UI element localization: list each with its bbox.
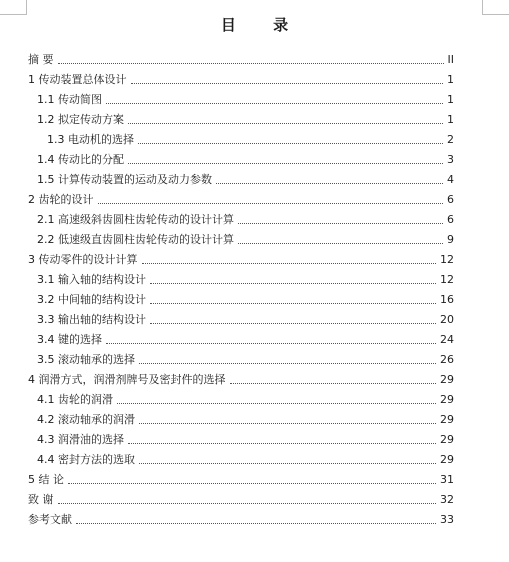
dot-leader xyxy=(150,302,436,304)
toc-entry-page-number: 6 xyxy=(447,213,454,226)
toc-entry-page-number: 9 xyxy=(447,233,454,246)
dot-leader xyxy=(128,162,443,164)
toc-entry[interactable] xyxy=(28,50,454,70)
dot-leader xyxy=(58,62,444,64)
toc-entry-label: 1.2 拟定传动方案 xyxy=(37,113,124,126)
dot-leader xyxy=(131,82,444,84)
toc-entry-page-number: 29 xyxy=(440,393,454,406)
toc-entry-label: 2.2 低速级直齿圆柱齿轮传动的设计计算 xyxy=(37,233,234,246)
dot-leader xyxy=(68,482,436,484)
toc-entry-page-number: 6 xyxy=(447,193,454,206)
toc-entry[interactable] xyxy=(28,390,454,410)
dot-leader xyxy=(128,122,443,124)
dot-leader xyxy=(117,402,436,404)
dot-leader xyxy=(150,282,436,284)
dot-leader xyxy=(76,522,436,524)
toc-entry-page-number: 3 xyxy=(447,153,454,166)
dot-leader xyxy=(238,242,443,244)
toc-entry[interactable] xyxy=(28,290,454,310)
toc-entry-page-number: 20 xyxy=(440,313,454,326)
toc-entry[interactable] xyxy=(28,510,454,530)
toc-entry-label: 致 谢 xyxy=(28,493,54,506)
toc-entry-label: 3.4 键的选择 xyxy=(37,333,102,346)
table-of-contents xyxy=(28,50,454,530)
toc-entry-page-number: 4 xyxy=(447,173,454,186)
toc-entry-page-number: 29 xyxy=(440,453,454,466)
dot-leader xyxy=(230,382,437,384)
toc-entry[interactable] xyxy=(28,370,454,390)
toc-entry-label: 4 润滑方式，润滑剂牌号及密封件的选择 xyxy=(28,373,226,386)
toc-entry-label: 1.1 传动简图 xyxy=(37,93,102,106)
dot-leader xyxy=(142,262,437,264)
toc-entry[interactable] xyxy=(28,470,454,490)
toc-entry[interactable] xyxy=(28,130,454,150)
toc-entry[interactable] xyxy=(28,230,454,250)
toc-entry-page-number: 24 xyxy=(440,333,454,346)
toc-entry-page-number: 29 xyxy=(440,433,454,446)
toc-entry[interactable] xyxy=(28,450,454,470)
toc-entry[interactable] xyxy=(28,70,454,90)
toc-entry-label: 1.4 传动比的分配 xyxy=(37,153,124,166)
page-corner-mark-right xyxy=(482,0,509,15)
toc-entry-label: 1.5 计算传动装置的运动及动力参数 xyxy=(37,173,212,186)
toc-title: 目 录 xyxy=(220,16,305,34)
toc-entry-label: 3.5 滚动轴承的选择 xyxy=(37,353,135,366)
toc-entry[interactable] xyxy=(28,490,454,510)
toc-entry-page-number: 32 xyxy=(440,493,454,506)
toc-entry[interactable] xyxy=(28,90,454,110)
dot-leader xyxy=(106,102,443,104)
toc-entry-label: 4.1 齿轮的润滑 xyxy=(37,393,113,406)
toc-entry-label: 4.4 密封方法的选取 xyxy=(37,453,135,466)
toc-entry-page-number: 1 xyxy=(447,93,454,106)
dot-leader xyxy=(238,222,443,224)
toc-entry-label: 3.2 中间轴的结构设计 xyxy=(37,293,146,306)
toc-entry[interactable] xyxy=(28,110,454,130)
dot-leader xyxy=(216,182,443,184)
toc-entry[interactable] xyxy=(28,150,454,170)
toc-entry-label: 3.3 输出轴的结构设计 xyxy=(37,313,146,326)
dot-leader xyxy=(139,362,436,364)
dot-leader xyxy=(58,502,437,504)
toc-entry-page-number: 12 xyxy=(440,273,454,286)
dot-leader xyxy=(128,442,436,444)
toc-entry[interactable] xyxy=(28,410,454,430)
toc-entry-page-number: 1 xyxy=(447,113,454,126)
toc-entry-label: 2.1 高速级斜齿圆柱齿轮传动的设计计算 xyxy=(37,213,234,226)
page-corner-mark-left xyxy=(0,0,27,15)
toc-entry[interactable] xyxy=(28,170,454,190)
toc-entry-label: 参考文献 xyxy=(28,513,72,526)
toc-entry-label: 1 传动装置总体设计 xyxy=(28,73,127,86)
toc-entry-page-number: II xyxy=(447,53,454,66)
toc-entry[interactable] xyxy=(28,270,454,290)
toc-entry[interactable] xyxy=(28,210,454,230)
toc-entry-page-number: 1 xyxy=(447,73,454,86)
toc-entry-label: 5 结 论 xyxy=(28,473,64,486)
dot-leader xyxy=(139,462,436,464)
toc-entry-page-number: 16 xyxy=(440,293,454,306)
toc-entry-label: 3 传动零件的设计计算 xyxy=(28,253,138,266)
toc-entry-label: 4.2 滚动轴承的润滑 xyxy=(37,413,135,426)
toc-entry-page-number: 33 xyxy=(440,513,454,526)
toc-entry-label: 1.3 电动机的选择 xyxy=(47,133,134,146)
dot-leader xyxy=(139,422,436,424)
dot-leader xyxy=(150,322,436,324)
toc-entry-page-number: 29 xyxy=(440,373,454,386)
toc-entry-page-number: 12 xyxy=(440,253,454,266)
dot-leader xyxy=(138,142,443,144)
toc-entry-page-number: 2 xyxy=(447,133,454,146)
toc-entry-page-number: 26 xyxy=(440,353,454,366)
toc-entry-label: 2 齿轮的设计 xyxy=(28,193,94,206)
dot-leader xyxy=(106,342,436,344)
toc-entry-label: 3.1 输入轴的结构设计 xyxy=(37,273,146,286)
toc-entry-page-number: 31 xyxy=(440,473,454,486)
toc-entry[interactable] xyxy=(28,330,454,350)
toc-entry-label: 摘 要 xyxy=(28,53,54,66)
toc-entry-page-number: 29 xyxy=(440,413,454,426)
toc-entry-label: 4.3 润滑油的选择 xyxy=(37,433,124,446)
toc-entry[interactable] xyxy=(28,310,454,330)
toc-entry[interactable] xyxy=(28,430,454,450)
toc-entry[interactable] xyxy=(28,250,454,270)
dot-leader xyxy=(98,202,444,204)
toc-entry[interactable] xyxy=(28,190,454,210)
toc-entry[interactable] xyxy=(28,350,454,370)
